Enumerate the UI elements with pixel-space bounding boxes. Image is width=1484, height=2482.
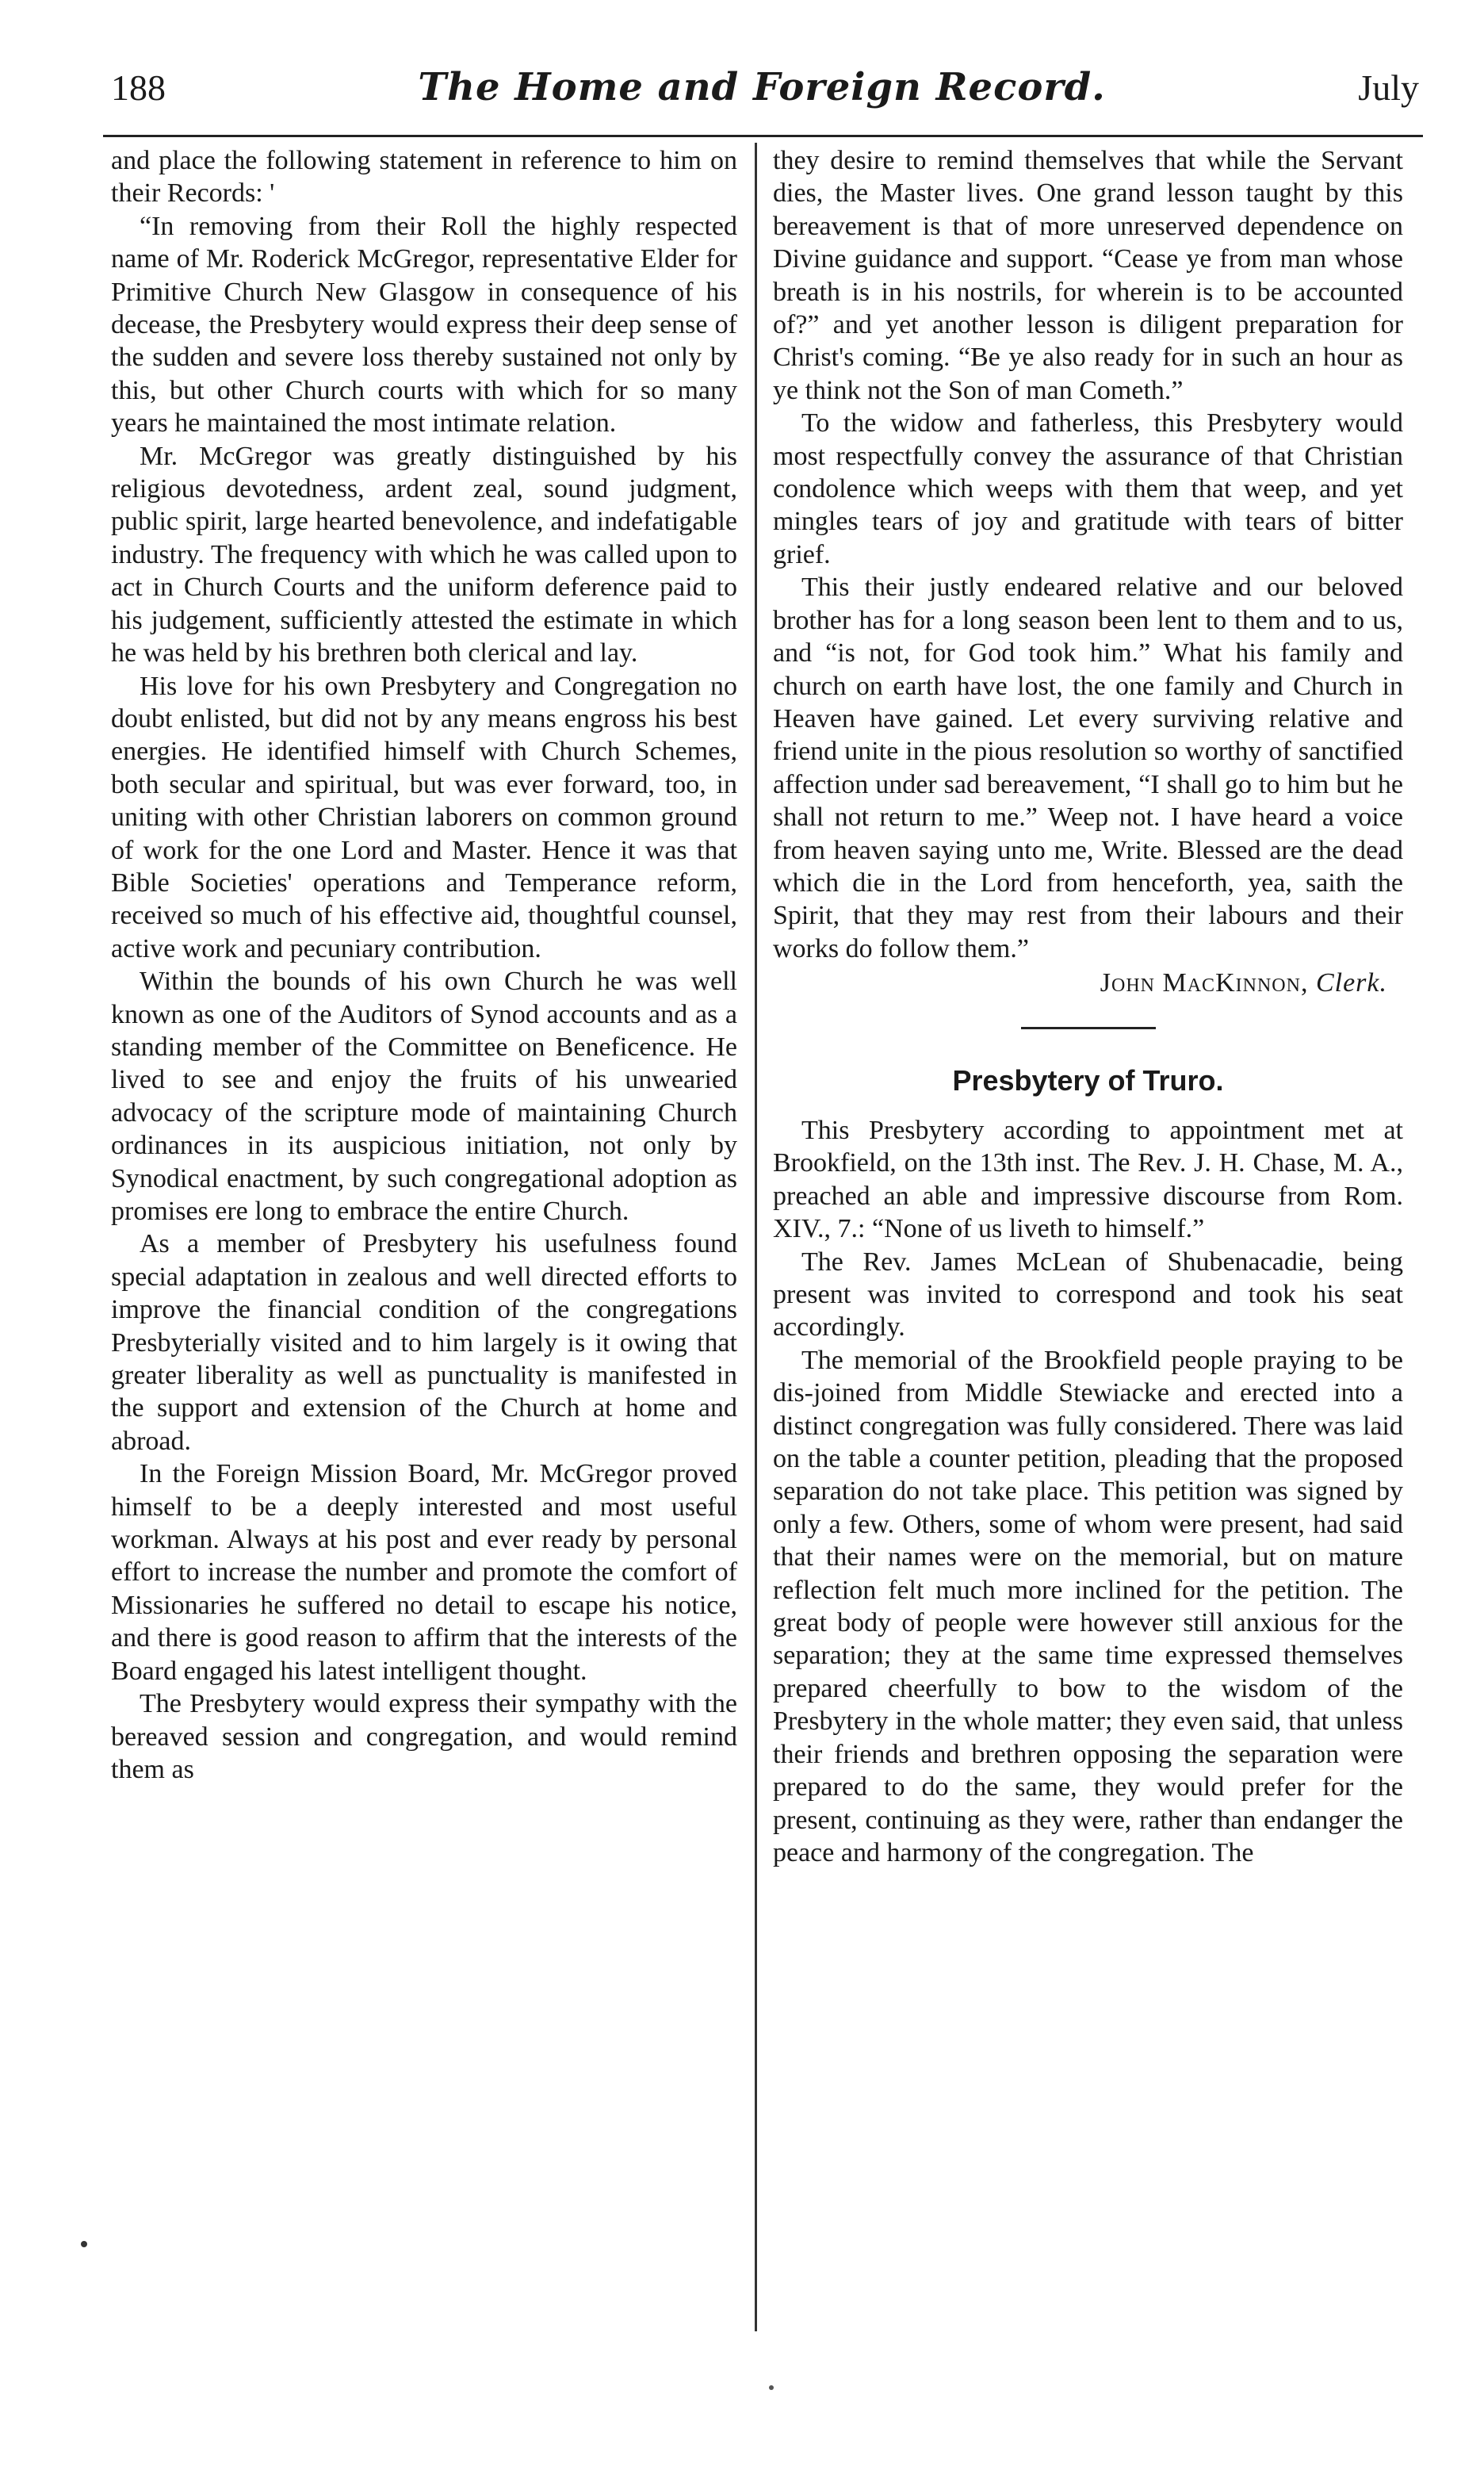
margin-mark — [769, 2385, 774, 2390]
paragraph: In the Foreign Mission Board, Mr. McGregor proved himself to be a deeply interested and most useful workman. Always at his post and ever ready by personal effort to increase the number and promote the comfort of Missionaries he suffered no detail to escape his notice, and there is good reason to affirm that the interests of the Board engaged his latest intelligent thought. — [111, 1459, 737, 1686]
left-column — [111, 144, 737, 1786]
section-divider — [1021, 1027, 1156, 1029]
journal-title: The Home and Foreign Record. — [418, 65, 1106, 109]
paragraph: To the widow and fatherless, this Presbytery would most respectfully convey the assurance of that Christian condolence which weeps with them that weep, and yet mingles tears of joy and gratitude with tears of bitter grief. — [773, 408, 1403, 569]
right-column — [773, 144, 1403, 1869]
signature — [773, 967, 1403, 999]
section-heading: Presbytery of Truro. — [952, 1063, 1224, 1097]
paragraph: “In removing from their Roll the highly respected name of Mr. Roderick McGregor, representative Elder for Primitive Church New Glasgow in consequence of his decease, the Presbytery would express their deep sense of the sudden and severe loss thereby sustained not only by this, but other Church courts with which for so many years he maintained the most intimate relation. — [111, 211, 737, 439]
margin-mark — [81, 2241, 87, 2247]
paragraph: The memorial of the Brookfield people praying to be dis-joined from Middle Stewiacke and erected into a distinct congregation was fully considered. There was laid on the table a counter petition, pleading that the proposed separation do not take place. This petition was signed by only a few. Others, some of whom were present, had said that their names were on the memorial, but on mature reflection felt much more inclined for the petition. The great body of people were however still anxious for the separation; they at the same time expressed themselves prepared cheerfully to bow to the wisdom of the Presbytery in the whole matter; they even said, that unless their friends and brethren opposing the separation were prepared to do the same, they would prefer for the present, continuing as they were, rather than endanger the peace and harmony of the congregation. The — [773, 1345, 1403, 1867]
paragraph: His love for his own Presbytery and Congregation no doubt enlisted, but did not by any means engross his best energies. He identified himself with Church Schemes, both secular and spiritual, but was ever forward, too, in uniting with other Christian laborers on common ground of work for the one Lord and Master. Hence it was that Bible Societies' operations and Temperance reform, received so much of his effective aid, thoughtful counsel, active work and pecuniary contribution. — [111, 671, 737, 963]
issue-month: July — [1358, 67, 1419, 108]
paragraph: they desire to remind themselves that while the Servant dies, the Master lives. One grand lesson taught by this bereavement is that of more unreserved dependence on Divine guidance and support. “Cease ye from man whose breath is in his nostrils, for wherein is to be accounted of?” and yet another lesson is diligent preparation for Christ's coming. “Be ye also ready for in such an hour as ye think not the Son of man Cometh.” — [773, 146, 1403, 405]
page-number: 188 — [111, 67, 166, 108]
paragraph: Mr. McGregor was greatly distinguished by his religious devotedness, ardent zeal, sound judgment, public spirit, large hearted benevolence, and indefatigable industry. The frequency with which he was called upon to act in Church Courts and the uniform deference paid to his judgement, sufficiently attested the estimate in which he was held by his brethren both clerical and lay. — [111, 441, 737, 668]
header-rule — [103, 135, 1423, 137]
column-divider — [755, 143, 757, 2331]
paragraph: The Presbytery would express their sympathy with the bereaved session and congregation, and would remind them as — [111, 1689, 737, 1784]
paragraph: As a member of Presbytery his usefulness found special adaptation in zealous and well directed efforts to improve the financial condition of the congregations Presbyterially visited and to him largely is it owing that greater liberality as well as punctuality is manifested in the support and extension of the Church at home and abroad. — [111, 1229, 737, 1456]
signature-title: Clerk. — [1315, 968, 1387, 998]
paragraph: and place the following statement in reference to him on their Records: ' — [111, 146, 737, 209]
paragraph: The Rev. James McLean of Shubenacadie, being present was invited to correspond and took his seat accordingly. — [773, 1247, 1403, 1343]
paragraph: Within the bounds of his own Church he was well known as one of the Auditors of Synod accounts and as a standing member of the Committee on Beneficence. He lived to see and enjoy the fruits of his unwearied advocacy of the scripture mode of maintaining Church ordinances in its auspicious initiation, not only by Synodical enactment, by such congregational adoption as promises ere long to embrace the entire Church. — [111, 967, 737, 1226]
signature-name: John MacKinnon, — [1100, 968, 1309, 998]
paragraph: This Presbytery according to appointment met at Brookfield, on the 13th inst. The Rev. J. H. Chase, M. A., preached an able and impressive discourse from Rom. XIV., 7.: “None of us liveth to himself.” — [773, 1115, 1403, 1244]
page-header — [111, 56, 1419, 119]
paragraph: This their justly endeared relative and our beloved brother has for a long season been lent to them and to us, and “is not, for God took him.” What his family and church on earth have lost, the one family and Church in Heaven have gained. Let every surviving relative and friend unite in the pious resolution so worthy of sanctified affection under sad bereavement, “I shall go to him but he shall not return to me.” Weep not. I have heard a voice from heaven saying unto me, Write. Blessed are the dead which die in the Lord from henceforth, yea, saith the Spirit, that they may rest from their labours and their works do follow them.” — [773, 573, 1403, 963]
